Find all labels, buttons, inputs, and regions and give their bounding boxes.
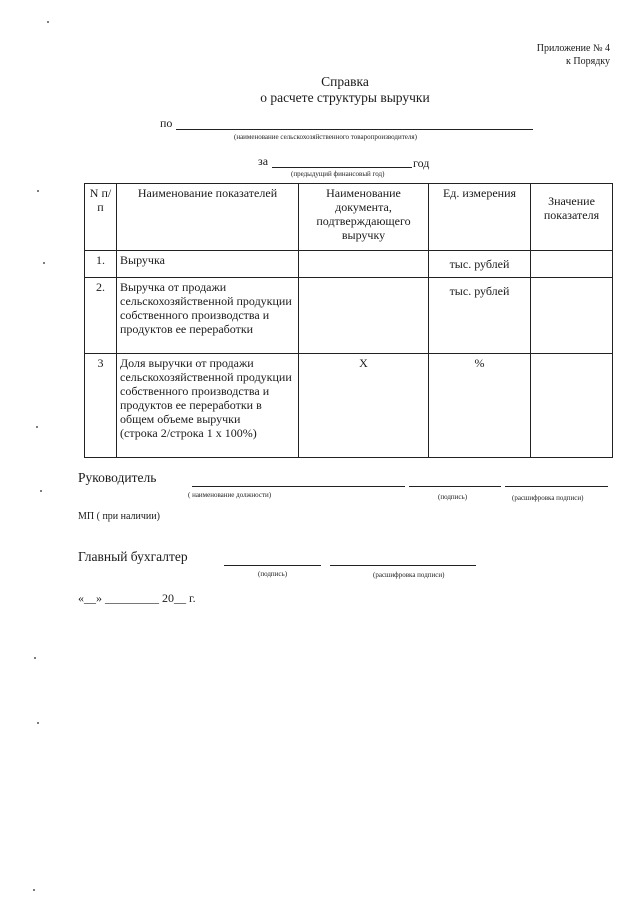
title-sub: о расчете структуры выручки bbox=[260, 90, 430, 105]
appendix-number: Приложение № 4 bbox=[536, 43, 610, 54]
scan-speck bbox=[40, 490, 42, 492]
scan-speck bbox=[36, 426, 38, 428]
scan-speck bbox=[33, 889, 35, 891]
row-unit: % bbox=[429, 354, 531, 458]
accountant-signature-caption: (подпись) bbox=[258, 570, 288, 578]
scan-speck bbox=[37, 190, 39, 192]
scan-speck bbox=[34, 657, 36, 659]
header-num: N п/п bbox=[85, 184, 117, 251]
scan-speck bbox=[47, 21, 49, 23]
accountant-decode-caption: (расшифровка подписи) bbox=[373, 571, 445, 579]
scan-speck bbox=[43, 262, 45, 264]
period-suffix: год bbox=[413, 156, 430, 170]
row-name: Выручка bbox=[117, 251, 299, 278]
row-value bbox=[531, 251, 613, 278]
row-doc: X bbox=[299, 354, 429, 458]
row-doc bbox=[299, 251, 429, 278]
table-header-row bbox=[85, 184, 613, 251]
row-value bbox=[531, 278, 613, 354]
head-decode-line bbox=[505, 486, 608, 487]
head-position-caption: ( наименование должности) bbox=[188, 491, 272, 499]
head-signature-caption: (подпись) bbox=[438, 493, 468, 501]
accountant-decode-line bbox=[330, 565, 476, 566]
row-doc bbox=[299, 278, 429, 354]
table-row bbox=[85, 251, 613, 278]
head-label: Руководитель bbox=[78, 470, 157, 485]
row-num: 2. bbox=[85, 278, 117, 354]
period-year-line bbox=[272, 167, 412, 168]
period-caption: (предыдущий финансовый год) bbox=[291, 170, 385, 178]
head-position-line bbox=[192, 486, 405, 487]
header-value: Значение показателя bbox=[531, 184, 613, 251]
row-unit: тыс. рублей bbox=[429, 278, 531, 354]
header-name: Наименование показателей bbox=[117, 184, 299, 251]
table-row bbox=[85, 354, 613, 458]
producer-caption: (наименование сельскохозяйственного товаропроизводителя) bbox=[234, 133, 417, 141]
row-unit: тыс. рублей bbox=[429, 251, 531, 278]
row-formula-note: (строка 2/строка 1 x 100%) bbox=[120, 426, 257, 440]
title-main: Справка bbox=[321, 74, 369, 89]
stamp-place: МП ( при наличии) bbox=[78, 511, 160, 522]
header-doc: Наименование документа, подтверждающего выручку bbox=[299, 184, 429, 251]
row-num: 1. bbox=[85, 251, 117, 278]
scan-speck bbox=[37, 722, 39, 724]
appendix-order: к Порядку bbox=[566, 56, 610, 67]
table-row bbox=[85, 278, 613, 354]
period-prefix: за bbox=[258, 154, 269, 168]
row-name-cell bbox=[117, 354, 299, 458]
producer-name-line bbox=[176, 129, 533, 130]
row-num: 3 bbox=[85, 354, 117, 458]
row-value bbox=[531, 354, 613, 458]
accountant-signature-line bbox=[224, 565, 321, 566]
row-name: Доля выручки от продажи сельскохозяйственной продукции собственного производства и продуктов ее переработки в общем объеме выручки bbox=[120, 356, 292, 426]
revenue-structure-table bbox=[84, 183, 613, 458]
head-decode-caption: (расшифровка подписи) bbox=[512, 494, 584, 502]
row-name: Выручка от продажи сельскохозяйственной продукции собственного производства и продуктов ее переработки bbox=[117, 278, 299, 354]
by-label: по bbox=[160, 116, 173, 130]
document-title bbox=[0, 74, 640, 106]
head-signature-line bbox=[409, 486, 501, 487]
appendix-label bbox=[537, 42, 610, 68]
accountant-label: Главный бухгалтер bbox=[78, 549, 188, 564]
header-unit: Ед. измерения bbox=[429, 184, 531, 251]
date-line: «__» _________ 20__ г. bbox=[78, 591, 196, 605]
